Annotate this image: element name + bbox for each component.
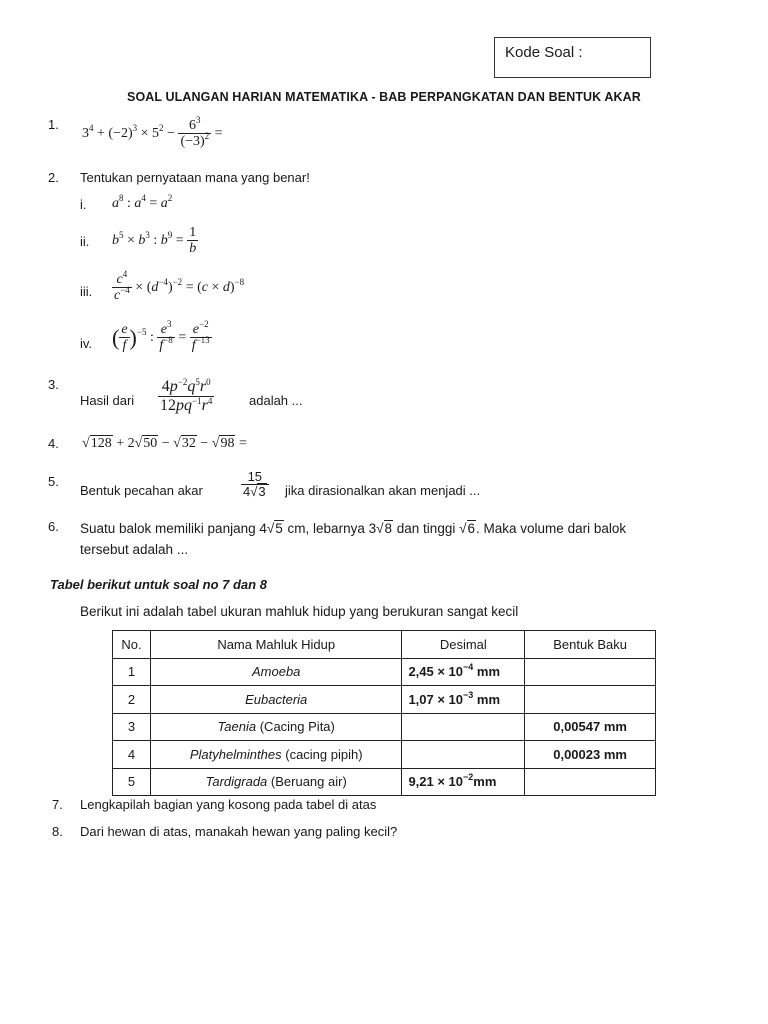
- table-row: [113, 686, 656, 714]
- q1-frac-den: (−3): [180, 134, 205, 150]
- cell-desimal-unit: mm: [473, 691, 501, 707]
- cell-name-rest: (Cacing Pita): [256, 719, 335, 735]
- q1-exp-3: 3: [132, 123, 138, 134]
- cell-desimal-exp: −2: [463, 772, 474, 783]
- cell-no: 2: [113, 686, 151, 714]
- cell-desimal-base: 9,21 × 10: [408, 774, 464, 790]
- q1-exp-4: 4: [89, 123, 94, 134]
- cell-desimal-exp: −4: [463, 662, 474, 673]
- cell-desimal: [402, 686, 525, 714]
- q5-suffix: jika dirasionalkan akan menjadi ...: [285, 483, 481, 498]
- q2-item-iii-expression: $\frac{c^4}{c^{-4}}$ × $(d^{-4})^{-2} = (c \times d)^{-8}$: [114, 269, 245, 304]
- q2-item-i-label: i.: [80, 197, 87, 212]
- q3-number: 3.: [48, 377, 59, 392]
- cell-desimal: [402, 741, 525, 769]
- kode-soal-label: Kode Soal :: [505, 44, 583, 61]
- cell-name-italic: Eubacteria: [245, 691, 308, 707]
- cell-name: [150, 713, 401, 741]
- q1-base-3: 3: [82, 126, 89, 142]
- q3-suffix: adalah ...: [249, 393, 303, 408]
- q6-line1: Suatu balok memiliki panjang 4√5 cm, lebarnya 3√8 dan tinggi √6. Maka volume dari balok: [80, 521, 627, 536]
- q1-fraction: [178, 115, 211, 150]
- cell-desimal-base: 2,45 × 10: [408, 664, 464, 680]
- q5-fraction: [241, 470, 269, 500]
- q6-text-d: . Maka volume dari balok: [476, 521, 627, 536]
- q1-base-neg2: + (−2): [93, 126, 133, 142]
- q4-expression: √128 + 2√50 − √32 − √98 =: [82, 436, 247, 451]
- q6-text-c: dan tinggi: [393, 521, 460, 536]
- cell-desimal: [402, 658, 525, 686]
- document-title: SOAL ULANGAN HARIAN MATEMATIKA - BAB PERPANGKATAN DAN BENTUK AKAR: [127, 90, 641, 104]
- q1-expression: [82, 115, 223, 150]
- q2-item-iv-label: iv.: [80, 336, 93, 351]
- q4-number: 4.: [48, 436, 59, 451]
- table-row: [113, 658, 656, 686]
- q6-root-8: 8: [384, 521, 393, 536]
- cell-baku: 0,00547 mm: [525, 713, 656, 741]
- q6-number: 6.: [48, 519, 59, 534]
- q6-line2: tersebut adalah ...: [80, 542, 189, 557]
- cell-name-italic: Amoeba: [251, 664, 301, 680]
- cell-no: 4: [113, 741, 151, 769]
- q6-text-b: cm, lebarnya 3: [283, 521, 377, 536]
- q2-item-ii-label: ii.: [80, 234, 90, 249]
- q1-base-5: × 5: [137, 126, 160, 142]
- cell-name-italic: Taenia: [217, 719, 257, 735]
- cell-desimal: [402, 768, 525, 796]
- table-row: [113, 741, 656, 769]
- col-header-baku: Bentuk Baku: [525, 631, 656, 659]
- q5-frac-den: 4√3: [241, 484, 269, 499]
- col-header-name: Nama Mahluk Hidup: [150, 631, 401, 659]
- q1-equals: =: [211, 126, 223, 142]
- q6-root-6: 6: [467, 521, 476, 536]
- cell-name: [150, 768, 401, 796]
- organism-size-table: [112, 630, 656, 796]
- q5-frac-num: 15: [247, 469, 263, 484]
- cell-name-rest: (Beruang air): [267, 774, 347, 790]
- cell-name-italic: Platyhelminthes: [189, 746, 282, 762]
- cell-name: [150, 741, 401, 769]
- cell-name-rest: (cacing pipih): [281, 746, 363, 762]
- cell-baku: [525, 686, 656, 714]
- q2-item-i-expression: $a^8$ : $a^4 = a^2$: [112, 193, 173, 211]
- cell-baku: [525, 768, 656, 796]
- q1-frac-num: 6: [189, 118, 197, 133]
- q2-number: 2.: [48, 170, 59, 185]
- q2-text: Tentukan pernyataan mana yang benar!: [80, 170, 310, 185]
- cell-no: 5: [113, 768, 151, 796]
- cell-no: 3: [113, 713, 151, 741]
- table-row: [113, 768, 656, 796]
- cell-name: [150, 658, 401, 686]
- q3-fraction: $\frac{4p^{-2}q^5r^0}{12pq^{-1}r^4}$: [160, 377, 213, 414]
- cell-name: [150, 686, 401, 714]
- cell-desimal-base: 1,07 × 10: [408, 691, 464, 707]
- cell-baku: [525, 658, 656, 686]
- cell-baku: 0,00023 mm: [525, 741, 656, 769]
- q1-exp-2: 2: [159, 123, 164, 134]
- q1-number: 1.: [48, 117, 59, 132]
- q1-minus: −: [163, 126, 179, 142]
- q6-root-5: 5: [275, 521, 283, 536]
- col-header-no: No.: [113, 631, 151, 659]
- cell-desimal-unit: mm: [473, 664, 501, 680]
- q1-frac-den-exp: 2: [204, 131, 210, 142]
- cell-desimal: [402, 713, 525, 741]
- q8-number: 8.: [52, 824, 63, 839]
- q3-prefix: Hasil dari: [80, 393, 135, 408]
- q6-text-a: Suatu balok memiliki panjang 4: [80, 521, 267, 536]
- cell-desimal-exp: −3: [463, 689, 474, 700]
- table-intro: Berikut ini adalah tabel ukuran mahluk hidup yang berukuran sangat kecil: [80, 604, 519, 619]
- kode-soal-box: [494, 37, 651, 78]
- q2-item-ii-expression: $b^5 \times b^3$ : $b^9$ = $\frac{1}{b}$: [112, 225, 197, 257]
- table-row: [113, 713, 656, 741]
- q1-frac-num-exp: 3: [196, 115, 201, 125]
- q7-number: 7.: [52, 797, 63, 812]
- cell-desimal-unit: mm: [473, 774, 497, 790]
- table-heading: Tabel berikut untuk soal no 7 dan 8: [50, 577, 267, 592]
- cell-no: 1: [113, 658, 151, 686]
- col-header-desimal: Desimal: [402, 631, 525, 659]
- table-header-row: [113, 631, 656, 659]
- cell-name-italic: Tardigrada: [205, 774, 268, 790]
- q5-prefix: Bentuk pecahan akar: [80, 483, 203, 498]
- q7-text: Lengkapilah bagian yang kosong pada tabel di atas: [80, 797, 377, 812]
- q8-text: Dari hewan di atas, manakah hewan yang paling kecil?: [80, 824, 398, 839]
- q2-item-iv-expression: ( $\frac{e}{f}$ )$^{-5}$ : $\frac{e^3}{f^{-8}}$ = $\frac{e^{-2}}{f^{-13}}$: [112, 319, 210, 354]
- q5-number: 5.: [48, 474, 59, 489]
- q2-item-iii-label: iii.: [80, 284, 93, 299]
